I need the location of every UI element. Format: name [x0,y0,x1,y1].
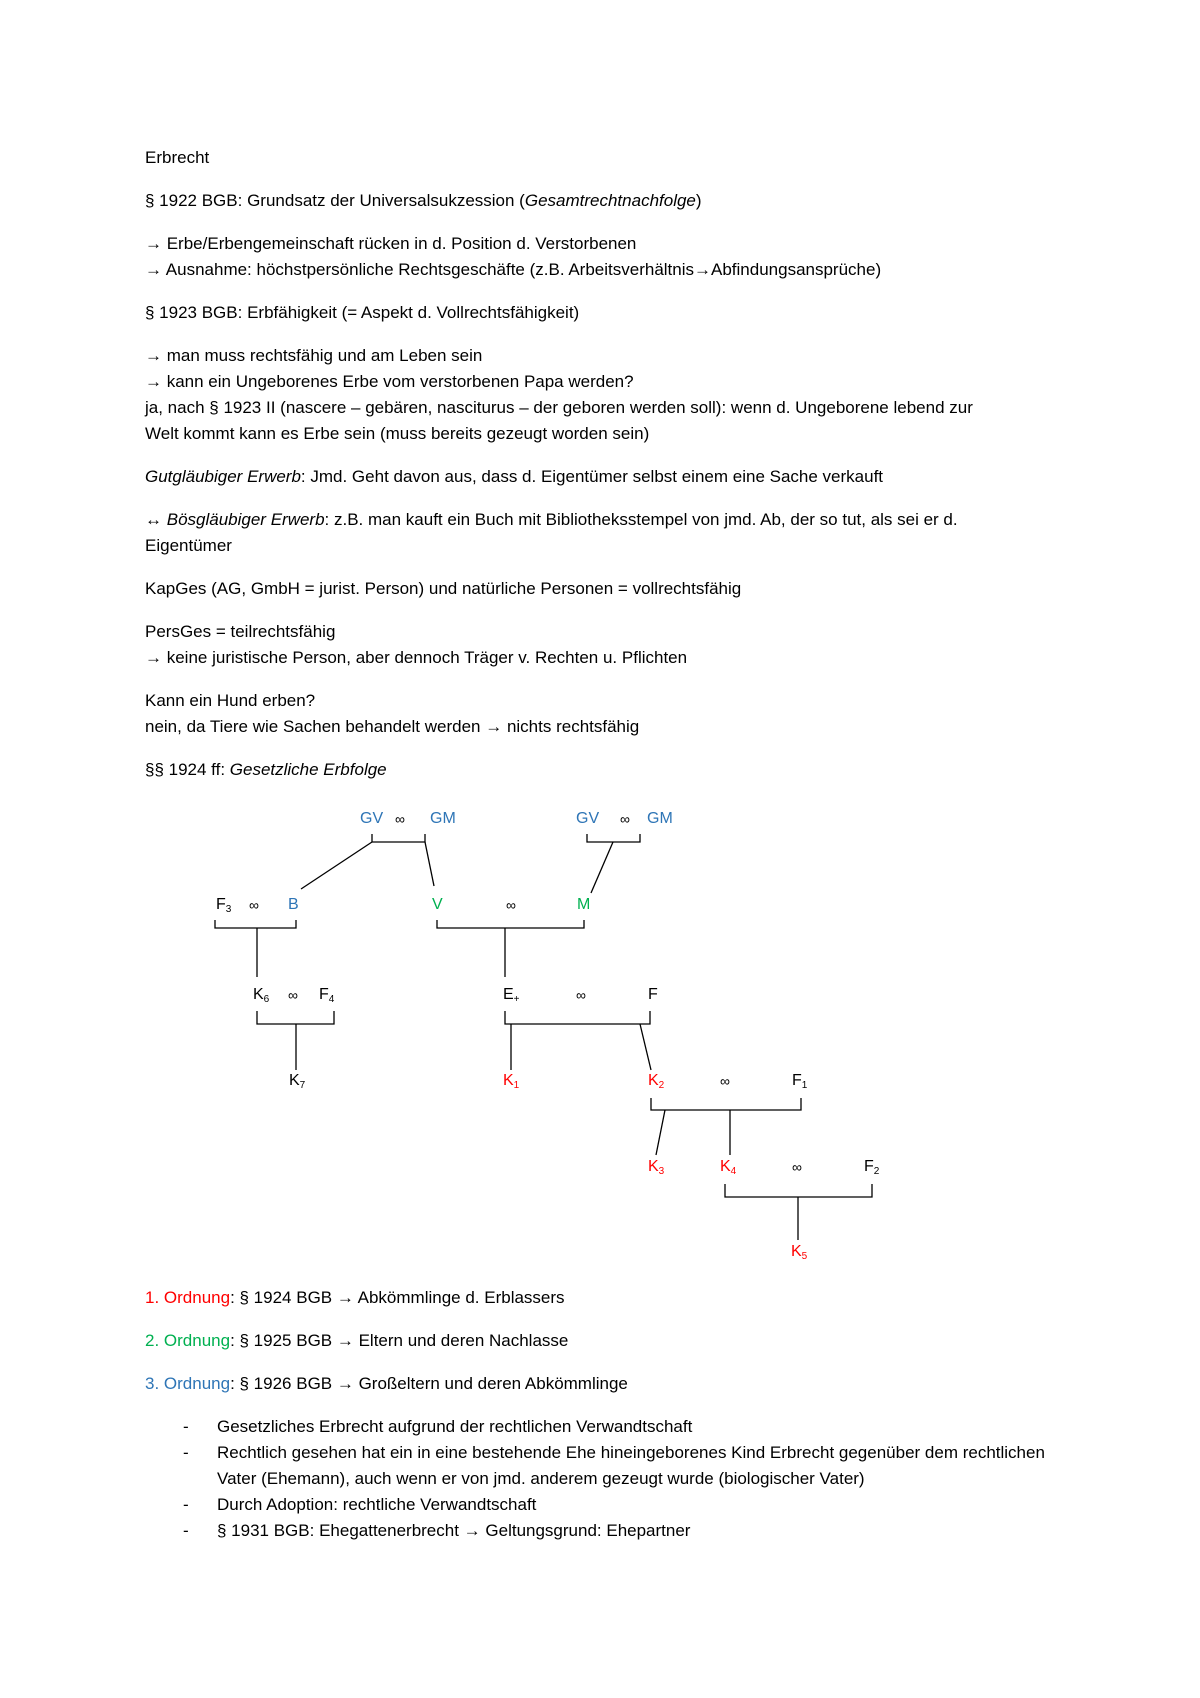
marriage-symbol: ∞ [249,897,258,913]
text: § 1922 BGB: Grundsatz der Universalsukzession ( [145,191,525,210]
node-subscript: 7 [299,1080,306,1091]
node-subscript: 2 [658,1080,665,1091]
text-line: → Erbe/Erbengemeinschaft rücken in d. Position d. Verstorbenen [145,234,637,253]
ordnung-label: 1. Ordnung [145,1288,231,1307]
italic-text: Gesamtrechtnachfolge [524,191,696,210]
tree-node-m: M [577,896,591,913]
descent-line [425,842,434,886]
couple-bracket [437,920,584,928]
text: §§ 1924 ff: [145,760,230,779]
node-letter: K [648,1158,659,1175]
node-subscript: 3 [225,904,232,915]
list-item [145,1492,1045,1518]
node-letter: F [792,1072,802,1089]
list-item-text: § 1931 BGB: Ehegattenerbrecht → Geltungsgrund: Ehepartner [217,1521,691,1540]
node-letter: F [319,986,329,1003]
text-line: nein, da Tiere wie Sachen behandelt werden → nichts rechtsfähig [145,717,640,736]
couple-bracket [725,1184,872,1197]
tree-node-f2 [864,1158,879,1181]
text: : § 1925 BGB → Eltern und deren Nachlasse [230,1331,569,1350]
tree-node-k6 [253,986,269,1009]
text-line: Kann ein Hund erben? [145,691,316,710]
tree-node-f: F [648,986,658,1003]
tree-node-gm-right: GM [647,810,673,827]
tree-node-b: B [288,896,299,913]
couple-bracket [257,1011,334,1024]
text-line: Eigentümer [145,536,232,555]
node-subscript: 6 [263,994,270,1005]
couple-bracket [587,834,640,842]
italic-text: Gutgläubiger Erwerb [145,467,301,486]
text-line: Welt kommt kann es Erbe sein (muss bereits gezeugt worden sein) [145,424,650,443]
tree-node-k3 [648,1158,664,1181]
text-line: → man muss rechtsfähig und am Leben sein [145,346,483,365]
text-line: → kann ein Ungeborenes Erbe vom verstorbenen Papa werden? [145,372,634,391]
node-subscript: + [513,994,520,1005]
marriage-symbol: ∞ [395,811,404,827]
tree-node-k5 [791,1243,807,1266]
node-subscript: 1 [513,1080,520,1091]
node-letter: F [864,1158,874,1175]
tree-node-gm-left: GM [430,810,456,827]
text: : z.B. man kauft ein Buch mit Bibliotheksstempel von jmd. Ab, der so tut, als sei er d. [324,510,958,529]
list-item [145,1414,1045,1440]
node-letter: K [720,1158,731,1175]
bullet-dash: - [183,1521,189,1540]
node-letter: E [503,986,514,1003]
tree-node-f4 [319,986,334,1009]
text: ↔ [145,510,167,529]
list-item-text: Rechtlich gesehen hat ein in eine bestehende Ehe hineingeborenes Kind Erbrecht gegenüber dem rechtlichen Vater (Ehemann), auch wenn er von jmd. anderem gezeugt wurde (biologischer Vater) [217,1443,1045,1488]
marriage-symbol: ∞ [506,897,515,913]
node-letter: K [253,986,264,1003]
node-letter: K [503,1072,514,1089]
descent-line [301,842,372,889]
ordnung-3 [145,1371,1045,1397]
marriage-symbol: ∞ [576,987,585,1003]
node-letter: K [289,1072,300,1089]
text-line: PersGes = teilrechtsfähig [145,622,336,641]
italic-text: Gesetzliche Erbfolge [229,760,387,779]
ordnung-1 [145,1285,1045,1311]
couple-bracket [505,1011,650,1024]
node-subscript: 4 [328,994,335,1005]
descent-line [591,842,613,893]
text-line: → keine juristische Person, aber dennoch Träger v. Rechten u. Pflichten [145,648,688,667]
paragraph-kapges: KapGes (AG, GmbH = jurist. Person) und natürliche Personen = vollrechtsfähig [145,579,742,598]
bullet-dash: - [183,1417,189,1436]
bullet-dash: - [183,1443,189,1462]
ordnungen-section [145,1285,1045,1544]
tree-node-k7 [289,1072,305,1095]
tree-node-f3 [216,896,231,919]
list-item-text: Durch Adoption: rechtliche Verwandtschaft [217,1495,537,1514]
tree-node-gv-left: GV [360,810,384,827]
couple-bracket [651,1098,801,1110]
ordnung-2 [145,1328,1045,1354]
marriage-symbol: ∞ [720,1073,729,1089]
list-item [145,1440,1045,1492]
node-subscript: 4 [730,1166,737,1177]
tree-node-v: V [432,896,443,913]
tree-node-e [503,986,520,1009]
descent-line [640,1024,651,1070]
bullet-list [145,1414,1045,1544]
couple-bracket [215,920,296,928]
ordnung-label: 3. Ordnung [145,1374,231,1393]
node-subscript: 5 [801,1251,808,1262]
ordnung-label: 2. Ordnung [145,1331,231,1350]
node-subscript: 3 [658,1166,665,1177]
marriage-symbol: ∞ [620,811,629,827]
paragraph-1923: § 1923 BGB: Erbfähigkeit (= Aspekt d. Vollrechtsfähigkeit) [145,303,580,322]
text: : § 1926 BGB → Großeltern und deren Abkömmlinge [230,1374,628,1393]
list-item [145,1518,1045,1544]
tree-node-f1 [792,1072,807,1095]
node-letter: K [791,1243,802,1260]
tree-node-gv-right: GV [576,810,600,827]
text: : § 1924 BGB → Abkömmlinge d. Erblassers [230,1288,565,1307]
node-subscript: 2 [873,1166,880,1177]
list-item-text: Gesetzliches Erbrecht aufgrund der rechtlichen Verwandtschaft [217,1417,693,1436]
text: : Jmd. Geht davon aus, dass d. Eigentümer selbst einem eine Sache verkauft [300,467,884,486]
document-title: Erbrecht [145,148,210,167]
node-subscript: 1 [801,1080,808,1091]
text-line: → Ausnahme: höchstpersönliche Rechtsgeschäfte (z.B. Arbeitsverhältnis→Abfindungsansprüche) [145,260,882,279]
bullet-dash: - [183,1495,189,1514]
tree-node-k1 [503,1072,519,1095]
marriage-symbol: ∞ [792,1159,801,1175]
text-line: ja, nach § 1923 II (nascere – gebären, nasciturus – der geboren werden soll): wenn d. Ungeborene lebend zur [145,398,973,417]
text: ) [695,191,702,210]
couple-bracket [372,834,425,842]
node-letter: F [216,896,226,913]
tree-node-k4 [720,1158,736,1181]
descent-line [656,1110,665,1155]
italic-text: Bösgläubiger Erwerb [166,510,325,529]
node-letter: K [648,1072,659,1089]
marriage-symbol: ∞ [288,987,297,1003]
tree-node-k2 [648,1072,664,1095]
